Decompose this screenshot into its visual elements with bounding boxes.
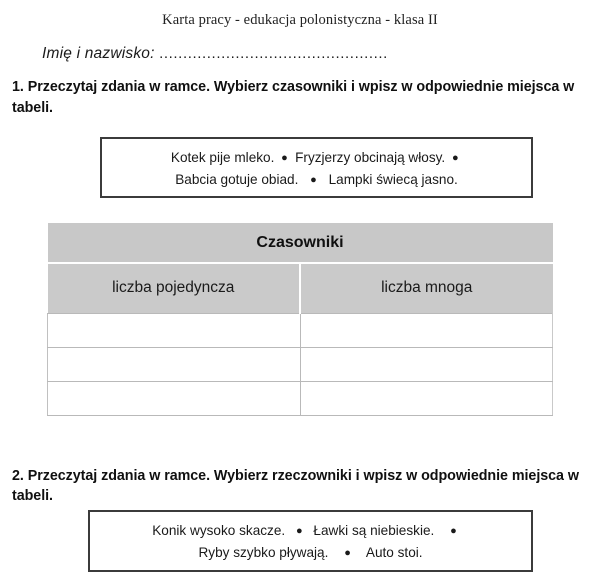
exercise-1-instruction: 1. Przeczytaj zdania w ramce. Wybierz czasowniki i wpisz w odpowiednie miejsca w tabeli. bbox=[12, 79, 575, 116]
sentence-text: Kotek pije mleko. bbox=[170, 150, 275, 165]
table-cell-answer[interactable] bbox=[48, 347, 301, 381]
table-row bbox=[48, 381, 553, 415]
table-cell-answer[interactable] bbox=[48, 381, 301, 415]
table-cell-answer[interactable] bbox=[300, 313, 553, 347]
table-title-cell: Czasowniki bbox=[48, 223, 553, 263]
bullet-icon: ● bbox=[450, 524, 457, 537]
sentence-text: Konik wysoko skacze. bbox=[152, 523, 286, 538]
sentence-text: Ławki są niebieskie. bbox=[313, 523, 435, 538]
exercise-1-sentence-frame bbox=[100, 137, 533, 198]
exercise-2-sentence-frame bbox=[88, 510, 533, 572]
student-name-field bbox=[0, 45, 600, 63]
bullet-icon: ● bbox=[344, 546, 351, 559]
exercise-2-instruction: 2. Przeczytaj zdania w ramce. Wybierz rzeczowniki i wpisz w odpowiednie miejsca w tabeli. bbox=[12, 468, 579, 505]
bullet-icon: ● bbox=[451, 151, 460, 164]
verbs-table bbox=[47, 223, 553, 416]
student-name-dotted-line[interactable]: ................................................ bbox=[159, 45, 388, 63]
student-name-label: Imię i nazwisko: bbox=[42, 45, 155, 63]
table-cell-answer[interactable] bbox=[300, 381, 553, 415]
bullet-icon: ● bbox=[295, 524, 303, 537]
table-row bbox=[48, 313, 553, 347]
table-title-row bbox=[48, 223, 553, 263]
bullet-icon: ● bbox=[281, 151, 289, 164]
table-cell-answer[interactable] bbox=[48, 313, 301, 347]
sentence-text: Auto stoi. bbox=[365, 545, 423, 561]
sentence-text: Fryzjerzy obcinają włosy. bbox=[295, 150, 446, 165]
sentence-text: Babcia gotuje obiad. bbox=[175, 172, 299, 188]
table-header-row bbox=[48, 263, 553, 313]
sentence-text: Ryby szybko pływają. bbox=[198, 545, 329, 561]
table-cell-answer[interactable] bbox=[300, 347, 553, 381]
sentence-line bbox=[116, 147, 517, 169]
sentence-line bbox=[116, 169, 517, 191]
table-column-header-plural: liczba mnoga bbox=[300, 263, 553, 313]
table-row bbox=[48, 347, 553, 381]
sentence-line bbox=[104, 542, 517, 564]
sentence-text: Lampki świecą jasno. bbox=[328, 172, 458, 188]
page-title: Karta pracy - edukacja polonistyczna - klasa II bbox=[162, 12, 438, 28]
sentence-line bbox=[104, 520, 517, 542]
table-column-header-singular: liczba pojedyncza bbox=[48, 263, 301, 313]
bullet-icon: ● bbox=[310, 173, 317, 186]
